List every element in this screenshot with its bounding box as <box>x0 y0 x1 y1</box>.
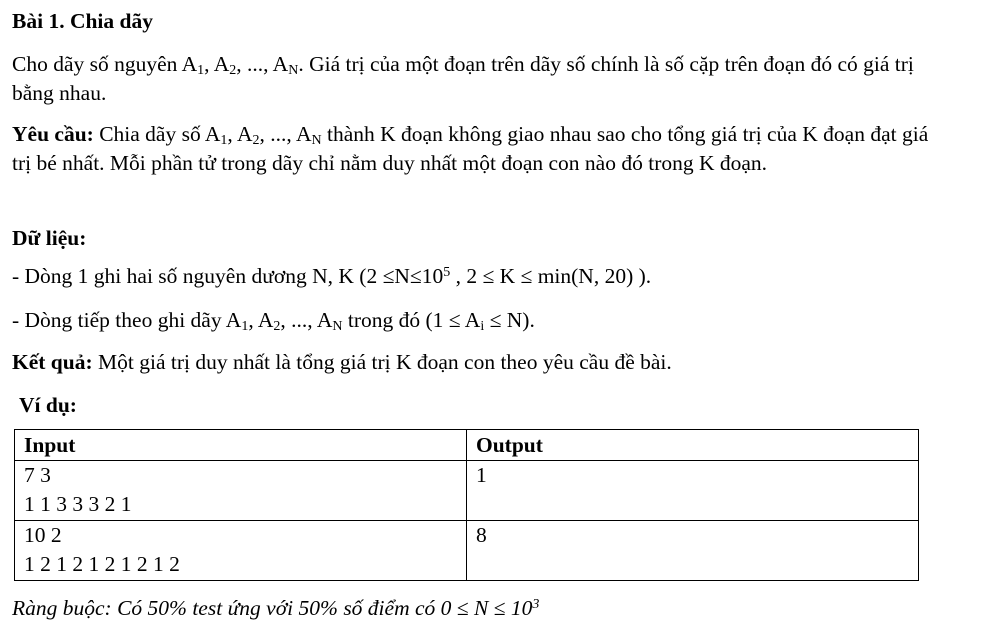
input-line-2: - Dòng tiếp theo ghi dãy $A_1$, $A_2$, ..., $A_N$ trong đó $(1 \le A_i \le N)$. <box>12 308 535 334</box>
constraint-note: Ràng buộc: Có 50% test ứng với 50% số điểm có $0 \le N \le 10^3$ <box>12 596 540 620</box>
table-header-input: Input <box>15 430 467 461</box>
table-cell-input: 7 3 1 1 3 3 3 2 1 <box>15 461 467 521</box>
table-row <box>15 521 919 581</box>
output-label: Kết quả: <box>12 350 93 374</box>
requirement-label: Yêu cầu: <box>12 122 94 146</box>
table-cell-input: 10 2 1 2 1 2 1 2 1 2 1 2 <box>15 521 467 581</box>
table-header-output: Output <box>467 430 919 461</box>
table-cell-output: 8 <box>467 521 919 581</box>
table-header-row <box>15 430 919 461</box>
example-table <box>14 429 919 581</box>
problem-title: Bài 1. Chia dãy <box>12 9 153 33</box>
example-heading: Ví dụ: <box>19 393 77 417</box>
input-heading: Dữ liệu: <box>12 226 87 250</box>
output-paragraph: Kết quả: Một giá trị duy nhất là tổng giá trị K đoạn con theo yêu cầu đề bài. <box>12 350 672 374</box>
input-line-1: - Dòng 1 ghi hai số nguyên dương N, K ($2 \le N\le 10^5$ , 2 ≤ K ≤ min(N, 20) ). <box>12 264 652 288</box>
requirement-paragraph: Yêu cầu: Chia dãy số $A_1$, $A_2$, ..., $A_N$ thành K đoạn không giao nhau sao cho tổng giá trị của K đoạn đạt giá trị bé nhất. Mỗi phần tử trong dãy chỉ nằm duy nhất một đoạn con nào đó trong K đoạn. <box>12 122 929 175</box>
table-cell-output: 1 <box>467 461 919 521</box>
table-row <box>15 461 919 521</box>
problem-description: Cho dãy số nguyên $A_1$, $A_2$, ..., $A_N$. Giá trị của một đoạn trên dãy số chính là số cặp trên đoạn đó có giá trị bằng nhau. <box>12 52 914 105</box>
